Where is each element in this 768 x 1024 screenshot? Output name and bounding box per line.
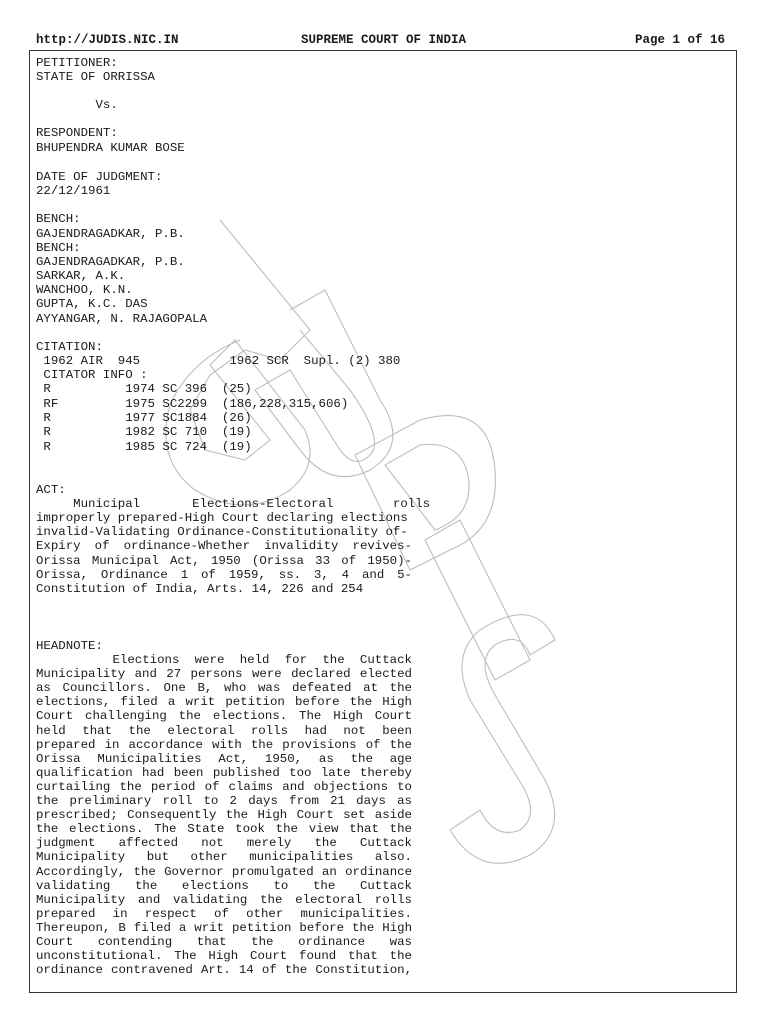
headnote-text-line: elections, filed a writ petition before the High xyxy=(36,695,412,710)
headnote-text-line: validating the elections to the Cuttack xyxy=(36,878,412,893)
act-text-line: Orissa Municipal Act, 1950 (Orissa 33 of 1950)- xyxy=(36,554,412,568)
headnote-text-line: unconstitutional. The High Court found that the xyxy=(36,949,412,964)
act-text-line: Orissa, Ordinance 1 of 1959, ss. 3, 4 and 5- xyxy=(36,568,412,582)
headnote-text-line: Municipality and 27 persons were declared elected xyxy=(36,667,412,682)
petitioner-label: PETITIONER: xyxy=(36,56,118,70)
act-text-line: Municipal Elections-Electoral rolls xyxy=(36,497,431,511)
headnote-text-line: Court contending that the ordinance was xyxy=(36,935,412,949)
headnote-text-line: curtailing the period of claims and objections to xyxy=(36,779,412,794)
headnote-text-line: prepared in accordance with the provisions of the xyxy=(36,737,412,752)
headnote-label: HEADNOTE: xyxy=(36,639,103,653)
source-url: http://JUDIS.NIC.IN xyxy=(36,33,179,47)
citator-row: R 1985 SC 724 (19) xyxy=(36,440,252,454)
citator-row: RF 1975 SC2299 (186,228,315,606) xyxy=(36,397,349,411)
headnote-text-line: held that the electoral rolls had not been xyxy=(36,723,412,738)
headnote-text-line: Orissa Municipalities Act, 1950, as the age xyxy=(36,751,412,766)
respondent-name: BHUPENDRA KUMAR BOSE xyxy=(36,141,185,155)
citation-label: CITATION: xyxy=(36,340,103,354)
headnote-text-line: judgment affected not merely the Cuttack xyxy=(36,836,412,851)
page-header xyxy=(36,33,725,49)
act-text-line: Constitution of India, Arts. 14, 226 and 254 xyxy=(36,582,364,596)
headnote-text-line: Court challenging the elections. The High Court xyxy=(36,709,412,724)
petitioner-name: STATE OF ORRISSA xyxy=(36,70,155,84)
bench-judge: GAJENDRAGADKAR, P.B. xyxy=(36,227,185,241)
bench-judge: WANCHOO, K.N. xyxy=(36,283,133,297)
act-label: ACT: xyxy=(36,483,66,497)
headnote-text-line: Accordingly, the Governor promulgated an ordinance xyxy=(36,864,412,879)
bench-judge: AYYANGAR, N. RAJAGOPALA xyxy=(36,312,208,326)
citator-row: R 1977 SC1884 (26) xyxy=(36,411,252,425)
bench-label: BENCH: xyxy=(36,212,81,226)
citator-row: R 1982 SC 710 (19) xyxy=(36,425,252,439)
page-number: Page 1 of 16 xyxy=(634,33,725,47)
versus-text: Vs. xyxy=(36,98,118,112)
court-name: SUPREME COURT OF INDIA xyxy=(301,33,467,47)
citator-info-label: CITATOR INFO : xyxy=(36,368,148,382)
judgment-date-label: DATE OF JUDGMENT: xyxy=(36,170,163,184)
headnote-text-line: prepared in respect of other municipalities. xyxy=(36,906,412,921)
act-text-line: improperly prepared-High Court declaring elections xyxy=(36,511,408,525)
bench-label: BENCH: xyxy=(36,241,81,255)
headnote-text-line: qualification had been published too late thereby xyxy=(36,765,412,780)
headnote-text-line: Municipality but other municipalities also. xyxy=(36,850,412,865)
bench-judge: GUPTA, K.C. DAS xyxy=(36,297,148,311)
judgment-date: 22/12/1961 xyxy=(36,184,111,198)
headnote-text-line: Elections were held for the Cuttack xyxy=(36,653,412,667)
headnote-text-line: as Councillors. One B, who was defeated at the xyxy=(36,681,412,696)
headnote-text-line: Municipality and validating the electoral rolls xyxy=(36,892,412,907)
citator-row: R 1974 SC 396 (25) xyxy=(36,382,252,396)
citation-line: 1962 AIR 945 1962 SCR Supl. (2) 380 xyxy=(36,354,401,368)
headnote-text-line: Thereupon, B filed a writ petition before the High xyxy=(36,920,412,935)
act-text-line: Expiry of ordinance-Whether invalidity revives- xyxy=(36,539,412,553)
headnote-text-line: the preliminary roll to 2 days from 21 days as xyxy=(36,794,412,808)
bench-judge: GAJENDRAGADKAR, P.B. xyxy=(36,255,185,269)
headnote-text-line: ordinance contravened Art. 14 of the Constitution, xyxy=(36,963,412,978)
bench-judge: SARKAR, A.K. xyxy=(36,269,126,283)
headnote-text-line: prescribed; Consequently the High Court set aside xyxy=(36,808,412,823)
act-text-line: invalid-Validating Ordinance-Constitutionality of- xyxy=(36,525,408,539)
respondent-label: RESPONDENT: xyxy=(36,126,118,140)
headnote-text-line: the elections. The State took the view that the xyxy=(36,822,412,837)
